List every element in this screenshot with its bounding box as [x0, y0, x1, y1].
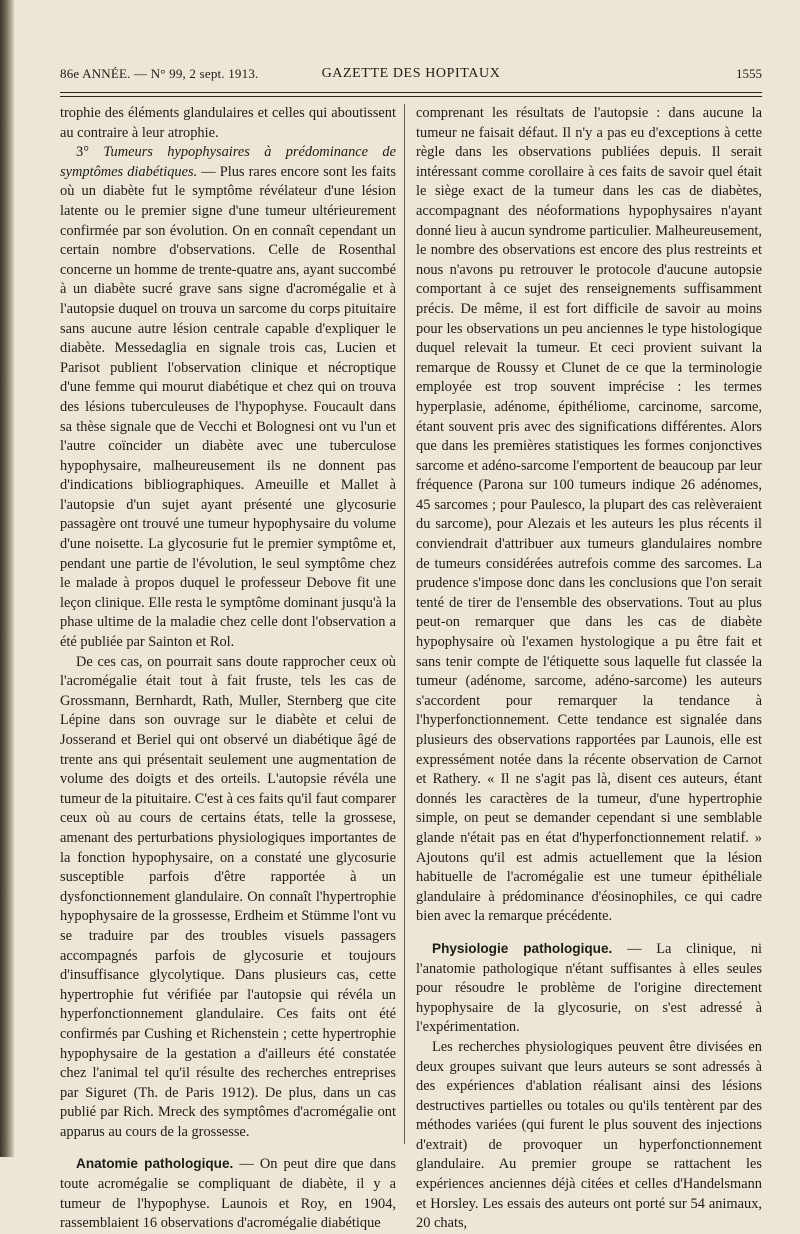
paragraph: De ces cas, on pourrait sans doute rapprocher ceux où l'acromégalie était tout à fait fruste, tels les cas de Grossmann, Bernhardt, Rath, Muller, Sternberg que cite Lépine dans son ouvrage sur le diabète et celui de Josserand et Beriel qui ont observé un diabétique âgé de trente ans qui présentait seulement une augmentation de volume des doigts et des orteils. L'autopsie révéla une tumeur de la pituitaire. C'est à ces faits qu'il faut comparer ceux où au cours de certains états, telle la grossese, amenant des perturbations physiologiques importantes de la fonction hypophysaire, on a constaté une glycosurie susceptible parfois d'être rapportée à un dysfonctionnement glandulaire. On connaît l'hypertrophie hypophysaire de la grossesse, Erdheim et Stümme l'ont vu se traduire par des troubles visuels passagers accompagnés parfois de glycosurie et toujours d'insuffisance glycolytique. Dans plusieurs cas, cette hypertrophie fut vérifiée par l'autopsie qui révéla un hyperfonctionnement glandulaire. Ces faits ont été confirmés par Cushing et Richenstein ; cette hypertrophie hypophysaire de la gestation a d'ailleurs été constatée chez l'animal tel qu'il résulte des recherches entreprises par Siguret (Th. de Paris 1912). De plus, dans un cas publié par Rich. Mreck des symptômes d'acromégalie ont apparus au cours de la grossesse.: [60, 653, 396, 1140]
journal-title: GAZETTE DES HOPITAUX: [321, 66, 501, 81]
paragraph: comprenant les résultats de l'autopsie : dans aucune la tumeur ne faisait défaut. Il n'y a pas eu d'exceptions à cette règle dans les observations publiées depuis. Il serait intéressant comme corollaire à ces faits de savoir quel était le siège exact de la tumeur dans les cas de diabètes, accompagnant des néoformations hypophysaires n'ayant donné lieu à aucun syndrome particulier. Malheureusement, le nombre des observations est encore des plus restreints et nous n'avons pu retrouver le protocole d'aucune autopsie comportant à ce sujet des renseignements suffisamment précis. De même, il est fort difficile de savoir au moins pour les observations un peu anciennes le type histologique duquel relevait la tumeur. Et ceci provient suivant la remarque de Roussy et Clunet de ce que la terminologie employée est trop souvent imprécise : les termes hyperplasie, adénome, épithéliome, carcinome, sarcome, étant souvent pris avec des significations différentes. Alors que dans les premières statistiques les formes conjonctives sarcome et adéno-sarcome l'emportent de beaucoup par leur fréquence (Parona sur 100 tumeurs indique 26 adénomes, 45 sarcomes ; pour Paulesco, la plupart des cas relèveraient du sarcome), pour Alezais et les auteurs les plus récents il conviendrait d'attribuer aux tumeurs glandulaires nombre de tumeurs considérées autrefois comme des sarcomes. La prudence s'impose donc dans les conclusions que l'on serait tenté de tirer de l'ensemble des observations. Tout au plus peut-on remarquer que dans les cas de diabète hypophysaire où l'examen hystologique a pu être fait et sans tenir compte de l'étiquette sous laquelle fut classée la tumeur (adénome, sarcome, adéno-sarcome) les auteurs s'accordent pour remarquer la tendance à l'hyperfonctionnement. Cette tendance est signalée dans plusieurs des observations rapportées par Launois, elle est expressément notée dans la récente observation de Carnot et Rathery. « Il ne s'agit pas là, disent ces auteurs, étant donnés les caractères de la tumeur, d'une hypertrophie simple, on peut se demander cependant si une semblable glande n'était pas en état d'hyperfonctionnement relatif. » Ajoutons qu'il est admis actuellement que la lésion habituelle de l'acromégalie est une tumeur épithéliale glandulaire à prédominance d'éosinophiles, ce qui cadre bien avec la remarque précédente.: [416, 105, 762, 925]
paragraph-text: — Plus rares encore sont les faits où un diabète fut le symptôme révélateur d'une lésion latente ou le premier signe d'une tumeur ultérieurement confirmée par son évolution. On en connaît cependant un certain nombre d'observations. Celle de Rosenthal concerne un homme de trente-quatre ans, ayant succombé à un diabète sucré grave sans signe d'acromégalie et à l'autopsie duquel on trouva un sarcome du corps pituitaire sans aucune autre lésion centrale capable d'expliquer le diabète. Messedaglia en signale trois cas, Lucien et Parisot publient l'observation clinique et nécroptique d'une femme qui mourut diabétique et chez qui on trouva des lésions tuberculeuses de l'hypophyse. Foucault dans sa thèse signale que de Vecchi et Bolognesi ont vu l'un et l'autre coïncider un diabète avec une tuberculose hypophysaire, malheureusement ils ne donnent pas d'indications bibliographiques. Ameuille et Mallet à l'autopsie d'un sujet ayant présenté une glycosurie passagère ont trouvé une tumeur hypophysaire du volume d'une noisette. La glycosurie fut le premier symptôme et, pendant une partie de l'évolution, le seul symptôme chez le malade à propos duquel le professeur Debove fit une leçon clinique. Elle resta le symptôme dominant jusqu'à la phase ultime de la maladie chez celle dont l'observation a été publiée par Sainton et Rol.: [60, 163, 396, 651]
section-heading: Physiologie pathologique.: [432, 940, 613, 956]
paragraph: Les recherches physiologiques peuvent être divisées en deux groupes suivant que leurs auteurs se sont adressés à des expériences d'ablation réalisant ainsi des lésions destructives partielles ou totales ou qu'ils tentèrent par des méthodes variées (qui furent le plus souvent des injections d'extrait) de provoquer un hyperfonctionnement glandulaire. Au premier groupe se rattachent les expériences anciennes déjà citées et celles d'Handelsmann et Horsley. Les essais des auteurs ont porté sur 54 animaux, 20 chats,: [416, 1038, 762, 1232]
paragraph-text: — La clinique, ni l'anatomie pathologique n'étant suffisantes à elles seules pour résoudre le problème de l'origine directement hypophysaire de la glycosurie, on s'est adressé à l'expérimentation.: [416, 940, 763, 1036]
list-number: 3°: [76, 144, 104, 161]
header-rule-bottom: [60, 96, 762, 97]
paragraph: trophie des éléments glandulaires et celles qui aboutissent au contraire à leur atrophie.: [60, 105, 396, 141]
paragraph-text: — On peut dire que dans toute acromégalie se compliquant de diabète, il y a tumeur de l'hypophyse. Launois et Roy, en 1904, rassemblaient 16 observations d'acromégalie diabétique: [60, 1156, 396, 1232]
paragraph: [60, 1154, 396, 1233]
paragraph: [60, 143, 396, 652]
right-column: [416, 104, 762, 1234]
column-divider: [404, 104, 405, 1144]
running-header: [60, 66, 762, 88]
paragraph: [416, 939, 762, 1038]
page-number: 1555: [736, 66, 762, 81]
subsection-title: Tumeurs hypophysaires à prédominance de symptômes diabétiques.: [60, 144, 396, 180]
page-binding-edge: [0, 0, 14, 1157]
issue-info: 86e ANNÉE. — N° 99, 2 sept. 1913.: [60, 66, 259, 81]
left-column: [60, 104, 396, 1234]
header-rule-top: [60, 92, 762, 93]
section-heading: Anatomie pathologique.: [76, 1156, 234, 1172]
